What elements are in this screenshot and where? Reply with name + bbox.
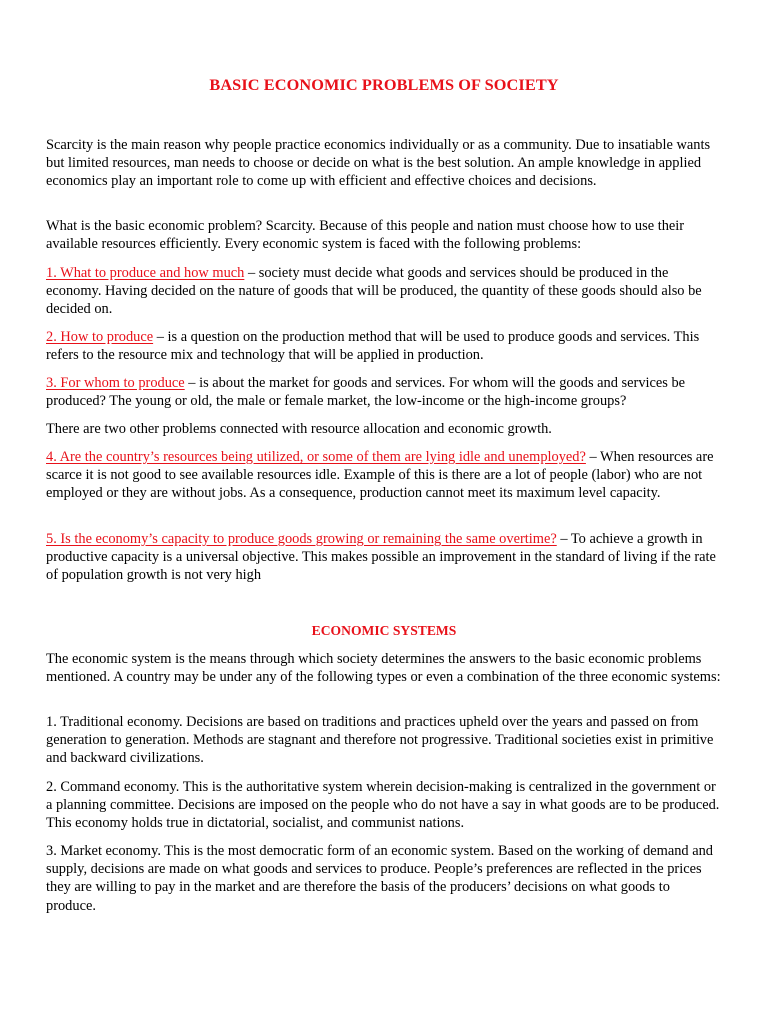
problem-heading: 3. For whom to produce bbox=[46, 375, 185, 391]
system-item: 2. Command economy. This is the authoritative system wherein decision-making is centralized in the government or a planning committee. Decisions are imposed on the people who do not have a say in what goods are to be produced. This economy holds true in dictatorial, socialist, and communist nations. bbox=[46, 779, 720, 832]
system-item: 1. Traditional economy. Decisions are based on traditions and practices upheld over the years and passed on from generation to generation. Methods are stagnant and therefore not progressive. Traditional societies exist in primitive and backward civilizations. bbox=[46, 714, 714, 767]
problem-item bbox=[46, 328, 722, 364]
problem-text: – To achieve a growth in productive capacity is a universal objective. This makes possible an improvement in the standard of living if the rate of population growth is not very high bbox=[46, 531, 716, 584]
system-item: 3. Market economy. This is the most democratic form of an economic system. Based on the working of demand and supply, decisions are made on what goods and services to produce. People’s preferences are reflected in the prices they are willing to pay in the market and are therefore the basis of the producers’ decisions on what goods to produce. bbox=[46, 843, 714, 914]
problem-heading: 5. Is the economy’s capacity to produce goods growing or remaining the same overtime? bbox=[46, 531, 557, 547]
problem-item bbox=[46, 264, 722, 319]
problem-item bbox=[46, 374, 722, 410]
problem-heading: 4. Are the country’s resources being utilized, or some of them are lying idle and unemployed? bbox=[46, 449, 586, 465]
page-title: BASIC ECONOMIC PROBLEMS OF SOCIETY bbox=[209, 75, 559, 94]
problem-item bbox=[46, 448, 722, 503]
problem-text: – When resources are scarce it is not good to see available resources idle. Example of this is there are a lot of people (labor) who are not employed or they are without jobs. As a consequence, production cannot meet its maximum level capacity. bbox=[46, 449, 714, 502]
intro-paragraph: Scarcity is the main reason why people practice economics individually or as a community. Due to insatiable wants but limited resources, man needs to choose or decide on what is the best solution. An ample knowledge in applied economics play an important role to come up with efficient and effective choices and decisions. bbox=[46, 137, 711, 190]
problem-heading: 1. What to produce and how much bbox=[46, 265, 245, 281]
other-problems-intro: There are two other problems connected with resource allocation and economic growth. bbox=[46, 421, 552, 437]
basic-problem-paragraph: What is the basic economic problem? Scarcity. Because of this people and nation must choose how to use their available resources efficiently. Every economic system is faced with the following problems: bbox=[46, 218, 685, 253]
problem-text: – is about the market for goods and services. For whom will the goods and services be produced? The young or old, the male or female market, the low-income or the high-income groups? bbox=[46, 375, 686, 410]
section-title: ECONOMIC SYSTEMS bbox=[311, 623, 457, 638]
problem-text: – is a question on the production method that will be used to produce goods and services. This refers to the resource mix and technology that will be applied in production. bbox=[46, 329, 700, 364]
problem-text: – society must decide what goods and services should be produced in the economy. Having decided on the nature of goods that will be produced, the quantity of these goods should also be decided on. bbox=[46, 265, 702, 318]
problem-item bbox=[46, 530, 722, 585]
problem-heading: 2. How to produce bbox=[46, 329, 154, 345]
systems-intro: The economic system is the means through which society determines the answers to the basic economic problems mentioned. A country may be under any of the following types or even a combination of the three economic systems: bbox=[46, 651, 721, 686]
